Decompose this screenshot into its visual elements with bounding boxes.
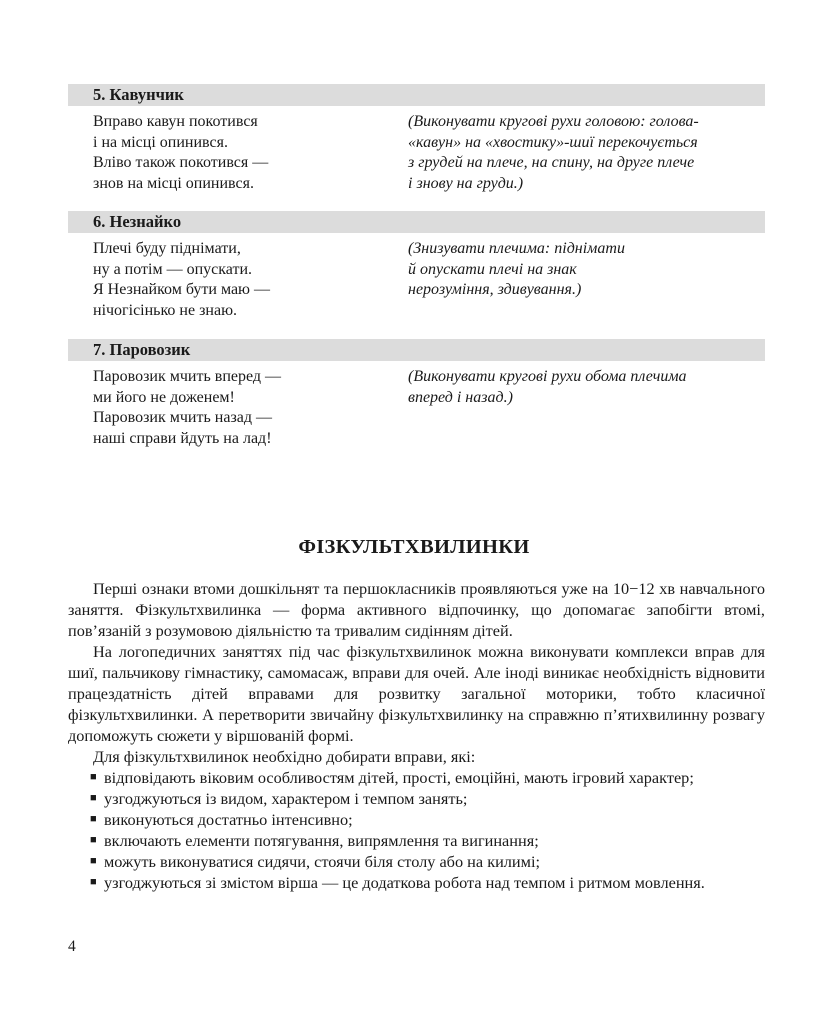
body-text bbox=[68, 578, 765, 893]
list-item bbox=[68, 767, 765, 788]
exercise-title: 5. Кавунчик bbox=[68, 84, 765, 106]
exercise-poem bbox=[93, 112, 268, 194]
poem-line: Я Незнайком бути маю — bbox=[93, 281, 271, 298]
exercise-instruction bbox=[408, 239, 625, 301]
poem-line: Паровозик мчить назад — bbox=[93, 409, 273, 426]
instruction-line: (Виконувати кругові рухи обома плечима bbox=[408, 368, 687, 385]
exercise-title: 7. Паровозик bbox=[68, 339, 765, 361]
instruction-line: (Виконувати кругові рухи головою: голова- bbox=[408, 113, 699, 130]
instruction-line: й опускати плечі на знак bbox=[408, 260, 577, 278]
poem-line: Паровозик мчить вперед — bbox=[93, 368, 282, 385]
paragraph: Для фізкультхвилинок необхідно добирати вправи, які: bbox=[93, 747, 476, 766]
exercise-poem bbox=[93, 239, 270, 321]
poem-line: нічогісінько не знаю. bbox=[93, 301, 238, 319]
list-item-text: включають елементи потягування, випрямлення та вигинання; bbox=[104, 831, 539, 850]
poem-line: наші справи йдуть на лад! bbox=[93, 429, 272, 447]
section-title: ФІЗКУЛЬТХВИЛИНКИ bbox=[298, 536, 530, 558]
poem-line: Вліво також покотився — bbox=[93, 154, 269, 171]
poem-line: Плечі буду піднімати, bbox=[93, 240, 241, 257]
square-bullet-icon: ■ bbox=[90, 813, 97, 825]
paragraph: Перші ознаки втоми дошкільнят та першокласників проявляються уже на 10−12 хв навчального заняття. Фізкультхвилинка — форма активного відпочинку, що допомагає запобігти втомі, пов’язаній з розумовою діяльністю та тривалим сидінням дітей. bbox=[68, 579, 765, 640]
square-bullet-icon: ■ bbox=[90, 855, 97, 867]
list-item-text: відповідають віковим особливостям дітей, прості, емоційні, мають ігровий характер; bbox=[104, 768, 694, 787]
poem-line: ну а потім — опускати. bbox=[93, 260, 253, 278]
instruction-line: нерозуміння, здивування.) bbox=[408, 281, 582, 298]
exercise-block-7 bbox=[68, 339, 765, 447]
poem-line: і на місці опинився. bbox=[93, 133, 228, 151]
page-number: 4 bbox=[68, 938, 76, 955]
requirements-list bbox=[68, 767, 765, 893]
instruction-line: вперед і назад.) bbox=[408, 388, 513, 406]
square-bullet-icon: ■ bbox=[90, 792, 97, 804]
poem-line: Вправо кавун покотився bbox=[93, 113, 258, 130]
list-item-text: узгоджуються із видом, характером і темпом занять; bbox=[104, 789, 468, 808]
exercise-instruction bbox=[408, 112, 699, 194]
list-item bbox=[68, 830, 765, 851]
instruction-line: і знову на груди.) bbox=[408, 174, 524, 192]
poem-line: ми його не доженем! bbox=[93, 388, 235, 406]
paragraph: На логопедичних заняттях під час фізкультхвилинок можна виконувати комплекси вправ для шиї, пальчикову гімнастику, самомасаж, вправи для очей. Але іноді виникає необхідність відновити працездатність дітей вправами для розвитку загальної моторики, тобто класичної фізкультхвилинки. А перетворити звичайну фізкультхвилинку на справжню п’ятихвилинну розвагу допоможуть сюжети у віршованій формі. bbox=[68, 642, 765, 745]
exercise-block-6 bbox=[68, 211, 765, 319]
poem-line: знов на місці опинився. bbox=[93, 174, 254, 192]
exercise-instruction bbox=[408, 367, 687, 408]
list-item-text: можуть виконуватися сидячи, стоячи біля столу або на килимі; bbox=[104, 852, 540, 871]
exercise-block-5 bbox=[68, 84, 765, 192]
exercise-poem bbox=[93, 367, 281, 449]
list-item bbox=[68, 809, 765, 830]
list-item bbox=[68, 788, 765, 809]
instruction-line: з грудей на плече, на спину, на друге плече bbox=[408, 154, 695, 171]
list-item-text: узгоджуються зі змістом вірша — це додаткова робота над темпом і ритмом мовлення. bbox=[104, 873, 705, 892]
list-item bbox=[68, 851, 765, 872]
square-bullet-icon: ■ bbox=[90, 771, 97, 783]
instruction-line: «кавун» на «хвостику»-шиї перекочується bbox=[408, 133, 698, 151]
square-bullet-icon: ■ bbox=[90, 876, 97, 888]
square-bullet-icon: ■ bbox=[90, 834, 97, 846]
instruction-line: (Знизувати плечима: піднімати bbox=[408, 240, 625, 257]
list-item-text: виконуються достатньо інтенсивно; bbox=[104, 810, 353, 829]
exercise-title: 6. Незнайко bbox=[68, 211, 765, 233]
list-item bbox=[68, 872, 765, 893]
